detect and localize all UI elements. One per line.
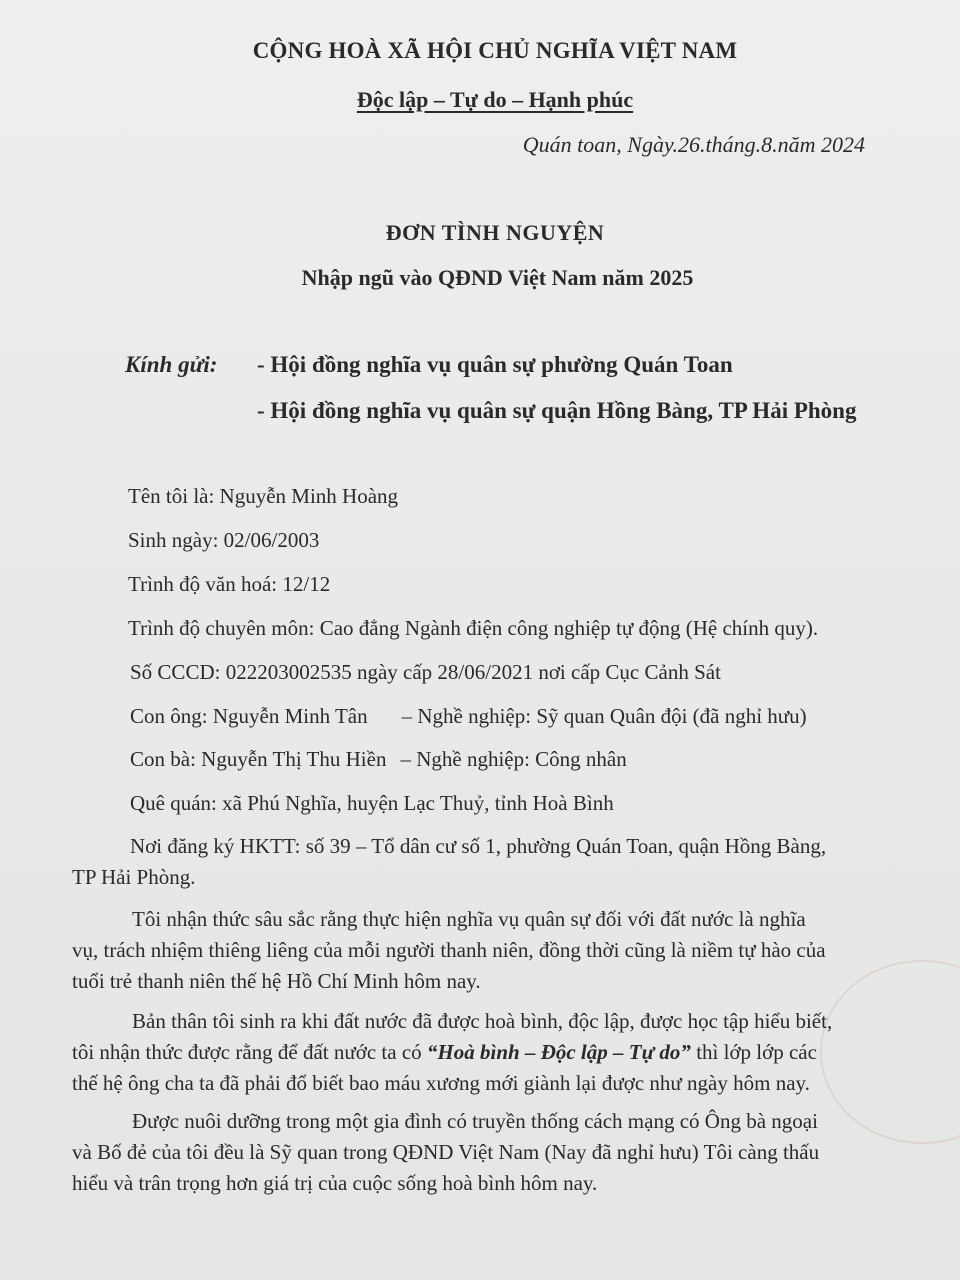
quote-lead: tôi nhận thức được rằng để đất nước ta có	[72, 1040, 427, 1064]
quote-tail: thì lớp lớp các	[690, 1040, 817, 1064]
info-hometown: Quê quán: xã Phú Nghĩa, huyện Lạc Thuỷ, tỉnh Hoà Bình	[130, 791, 614, 815]
info-dob: Sinh ngày: 02/06/2003	[128, 528, 320, 552]
paragraph-line: hiểu và trân trọng hơn giá trị của cuộc sống hoà bình hôm nay.	[72, 1171, 598, 1195]
paragraph-line: thế hệ ông cha ta đã phải đổ biết bao máu xương mới giành lại được như ngày hôm nay.	[72, 1071, 810, 1095]
country-header: CỘNG HOÀ XÃ HỘI CHỦ NGHĨA VIỆT NAM	[252, 38, 738, 63]
document-title: ĐƠN TÌNH NGUYỆN	[385, 220, 605, 245]
info-mother-row	[130, 747, 627, 772]
paragraph-line-with-quote	[72, 1037, 932, 1068]
paragraph-3	[72, 1106, 932, 1199]
paragraph-line: tuổi trẻ thanh niên thế hệ Hồ Chí Minh hôm nay.	[72, 969, 481, 993]
paragraph-line: vụ, trách nhiệm thiêng liêng của mỗi người thanh niên, đồng thời cũng là niềm tự hào của	[72, 938, 826, 962]
info-residence-cont: TP Hải Phòng.	[72, 865, 196, 889]
info-specialty: Trình độ chuyên môn: Cao đẳng Ngành điện công nghiệp tự động (Hệ chính quy).	[128, 616, 819, 640]
info-mother: Con bà: Nguyễn Thị Thu Hiền	[130, 747, 387, 771]
paragraph-2	[72, 1006, 932, 1099]
recipient-item: - Hội đồng nghĩa vụ quân sự quận Hồng Bàng, TP Hải Phòng	[257, 398, 857, 423]
national-motto: Độc lập – Tự do – Hạnh phúc	[356, 87, 634, 112]
paragraph-line: Bản thân tôi sinh ra khi đất nước đã được hoà bình, độc lập, được học tập hiểu biết,	[132, 1009, 833, 1033]
paragraph-line: Tôi nhận thức sâu sắc rằng thực hiện nghĩa vụ quân sự đối với đất nước là nghĩa	[132, 907, 806, 931]
recipient-item: - Hội đồng nghĩa vụ quân sự phường Quán Toan	[257, 352, 733, 377]
info-id-card: Số CCCD: 022203002535 ngày cấp 28/06/2021 nơi cấp Cục Cảnh Sát	[130, 660, 721, 684]
document-subtitle: Nhập ngũ vào QĐND Việt Nam năm 2025	[301, 265, 694, 290]
date-line: Quán toan, Ngày.26.tháng.8.năm 2024	[522, 132, 865, 157]
info-residence: Nơi đăng ký HKTT: số 39 – Tổ dân cư số 1, phường Quán Toan, quận Hồng Bàng,	[130, 834, 827, 858]
info-education: Trình độ văn hoá: 12/12	[128, 572, 331, 596]
recipients-label: Kính gửi:	[125, 352, 218, 377]
info-father-row	[130, 704, 807, 729]
info-name: Tên tôi là: Nguyễn Minh Hoàng	[128, 484, 399, 508]
paragraph-1	[72, 904, 932, 997]
info-father-job: – Nghề nghiệp: Sỹ quan Quân đội (đã nghỉ hưu)	[401, 704, 807, 728]
info-mother-job: – Nghề nghiệp: Công nhân	[400, 747, 627, 771]
paragraph-line: và Bố đẻ của tôi đều là Sỹ quan trong QĐND Việt Nam (Nay đã nghỉ hưu) Tôi càng thấu	[72, 1140, 820, 1164]
paragraph-line: Được nuôi dưỡng trong một gia đình có truyền thống cách mạng có Ông bà ngoại	[132, 1109, 818, 1133]
info-father: Con ông: Nguyễn Minh Tân	[130, 704, 368, 728]
quoted-motto: “Hoà bình – Độc lập – Tự do”	[426, 1040, 691, 1064]
